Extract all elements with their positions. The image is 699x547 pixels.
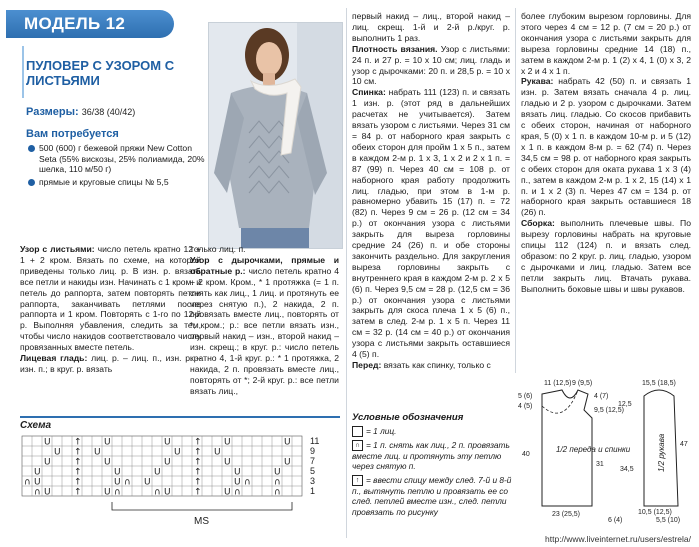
- chart-symbol: ∩: [274, 477, 281, 488]
- section-heading: Спинка:: [352, 87, 386, 98]
- decrease-symbol-icon: ∩: [352, 440, 363, 451]
- chart-symbol: ↑: [194, 437, 202, 448]
- legend-item: ∩ = 1 п. снять как лиц., 2 п. провязать вместе лиц. и протянуть эту петлю через снятую п.: [352, 440, 510, 472]
- dimension-label: 10,5 (12,5): [638, 509, 672, 516]
- chart-symbol: ↑: [74, 477, 82, 488]
- dimension-label: 6 (4): [608, 517, 623, 524]
- chart-symbol: U: [164, 457, 171, 468]
- chart-symbol: ∩: [244, 477, 251, 488]
- legend-item: ↑ = ввести спицу между след. 7-й и 8-й п., вытянуть петлю и провязать ее со след. петлей вместе изн., след. петли провязать по рисунку: [352, 474, 512, 517]
- chart-symbol: U: [44, 437, 51, 448]
- stitch-description: лиц. р. – лиц. п., изн. р. – изн. п.; в круг. р. вязать: [20, 353, 201, 374]
- chart-symbol: U: [94, 447, 101, 458]
- section-heading: Перед:: [352, 360, 382, 370]
- column-1-text: [20, 244, 201, 375]
- chart-symbol: U: [224, 437, 231, 448]
- chart-symbol: U: [34, 477, 41, 488]
- materials-item: 500 (600) г бежевой пряжи New Cotton Seta (55% вискозы, 25% полиамида, 20% шелка, 110 м/50 г): [28, 143, 206, 175]
- legend-title: Условные обозначения: [352, 412, 464, 423]
- column-4-text: [521, 11, 691, 295]
- pull-up-symbol-icon: ↑: [352, 475, 363, 486]
- column-3-text: [352, 11, 510, 371]
- chart-symbol: U: [104, 457, 111, 468]
- chart-symbol: ∩: [114, 487, 121, 498]
- row-number: 1: [310, 486, 316, 496]
- section-heading: Рукава:: [521, 76, 554, 87]
- chart-symbol: ↑: [74, 437, 82, 448]
- dimension-label: 4 (5): [518, 403, 533, 410]
- stitch-heading: Узор с листьями:: [20, 244, 95, 254]
- stitch-description: число петель кратно 4 + 2 кром. Кром., * 1 протяжка (= 1 п. снять как лиц., 1 лиц. и протянуть ее через снятую п.), 2 накида, 2 п. провязать вместе лиц., повторять от *, кром.; р.: все петли вязать изн., первый накид – изн., второй накид – изн. скрещ.; в круг. р.: число петель кратно 4, 1-й круг. р.: * 1 протяжка, 2 накида, 2 п. провязать вместе лиц., повторять от *; 2-й круг. р.: все петли вязать лиц.,: [190, 265, 340, 396]
- chart-symbol: U: [44, 487, 51, 498]
- materials-title: Вам потребуется: [26, 128, 119, 140]
- model-photo-illustration: [209, 23, 342, 248]
- row-number: 9: [310, 446, 316, 456]
- column-divider: [346, 8, 347, 538]
- paragraph: набрать 42 (50) п. и связать 1 изн. р. Затем вязать сначала 4 р. лиц. гладью и 2 р. узором с дырочками. Затем вязать лиц. гладью. Со скосов прибавить с обеих сторон, начиная от наборного края, 5 (0) х 1 п. в каждом 10-м р. и 5 (12) х 1 п. в каждом 8-м р. = 62 (74) п. Через 34,5 см = 98 р. от наборного края закрыть с обеих сторон для оката рукава 1 х 3 (4) п., затем в каждом 2-м р. 1 х 2, 15 (14) х 1 п. и 1 х 2 (3) п. Через 47 см = 134 р. от наборного края закрыть оставшиеся 18 (26) п.: [521, 76, 691, 218]
- chart-symbol: ↑: [194, 487, 202, 498]
- chart-symbol: ∩: [154, 487, 161, 498]
- chart-symbol: ↑: [194, 447, 202, 458]
- legend-item: = 1 лиц.: [352, 426, 512, 437]
- chart-symbol: ↑: [194, 457, 202, 468]
- paragraph: Узор с листьями: 24 п. и 27 р. = 10 х 10 см; лиц. гладь и узор с дырочками: 20 п. и 28,5 р. = 10 х 10 см.: [352, 43, 510, 87]
- chart-symbol: ↑: [74, 467, 82, 478]
- dimension-label: 23 (25,5): [552, 511, 581, 518]
- paragraph: набрать 111 (123) п. и связать 1 изн. р. (этот ряд в дальнейших расчетах не учитывается). Затем вязать узором с листьями. Через 31 см = 84 р. от наборного края закрыть с обеих сторон для пройм 1 х 5 п., затем в каждом 2-м р. 1 х 3, 1 х 2 и 2 х 1 п. = 87 (99) п. Через 40 см = 108 р. от наборного края работу продолжить лиц. гладью, при этом в 1-м р. равномерно убавить 15 (17) п. = 72 (82) п. Через 9 см = 26 р. (12 см = 34 р.) от окончания узора с листьями закрыть для выреза горловины средние 24 (26) п. и обе стороны закончить раздельно. Для закругления выреза горловины закрыть с внутреннего края в каждом 2-м р. 2 х 5 (6) п. Через 9,5 см = 28 р. (12,5 см = 36 р.) от окончания узора с листьями закрыть для скоса плеча 1 х 5 (6) п., затем в след. 2-м р. 1 х 5 п. Через 11 см = 32 р. (14 см = 40 р.) от окончания узора с листьями закрыть оставшиеся 4 (5) п.: [352, 87, 510, 360]
- stitch-description: число петель кратно 12 + 1 + 2 кром. Вязать по схеме, на которой приведены только лиц. р. В изн. р. вязать все петли и накиды изн. Начинать с 1 кром. и петель до раппорта, затем повторять петли раппорта, заканчивать петлями после раппорта и 1 кром. Повторять с 1-го по 12-й р. Выполняя убавления, следить за тем, чтобы число накидов соответствовало числу провязанных вместе петель.: [20, 244, 202, 353]
- chart-symbol: U: [174, 447, 181, 458]
- chart-symbol: U: [274, 467, 281, 478]
- model-title: МОДЕЛЬ 12: [24, 14, 126, 33]
- materials-item: прямые и круговые спицы № 5,5: [28, 177, 206, 188]
- body-piece-label: 1/2 переда и спинки: [556, 445, 631, 454]
- dimension-label: 11 (12,5): [544, 380, 572, 387]
- chart-symbol: ∩: [234, 487, 241, 498]
- dimension-label: 15,5 (18,5): [642, 380, 676, 387]
- chart-symbol: U: [214, 447, 221, 458]
- dimension-label: 4 (7): [594, 393, 609, 400]
- pattern-schematic: [514, 376, 694, 526]
- chart-symbol: U: [224, 457, 231, 468]
- stitch-heading: Лицевая гладь:: [20, 353, 88, 364]
- chart-symbol: ∩: [274, 487, 281, 498]
- knitting-chart: [20, 434, 340, 528]
- bullet-icon: [28, 145, 35, 152]
- knit-symbol-icon: [352, 426, 363, 437]
- chart-symbol: U: [224, 487, 231, 498]
- chart-symbol: ↑: [74, 457, 82, 468]
- chart-symbol: U: [34, 467, 41, 478]
- stitch-description: только лиц. п.: [190, 244, 246, 254]
- chart-symbol: ∩: [124, 477, 131, 488]
- sleeve-piece-label: 1/2 рукава: [657, 433, 666, 472]
- garment-title: ПУЛОВЕР С УЗОРОМ С ЛИСТЬЯМИ: [26, 58, 175, 88]
- model-photo: [208, 22, 343, 249]
- column-divider: [515, 8, 516, 373]
- chart-symbol: U: [104, 487, 111, 498]
- dimension-label: 34,5: [620, 466, 634, 473]
- sizes-value: 36/38 (40/42): [81, 107, 136, 117]
- chart-symbol: ↑: [74, 447, 82, 458]
- chart-symbol: U: [114, 467, 121, 478]
- dimension-label: 5,5 (10): [656, 517, 681, 524]
- scheme-rule: [20, 416, 340, 418]
- chart-symbol: ↑: [74, 487, 82, 498]
- paragraph: более глубоким вырезом горловины. Для этого через 4 см = 12 р. (7 см = 20 р.) от окончания узора с листьями закрыть для выреза горловины средние 14 (18) п., затем в каждом 2-м р. 1 (2) х 4, 1 (0) х 3, 2 х 2 и 4 х 1 п.: [521, 11, 691, 76]
- row-number: 11: [310, 436, 320, 446]
- chart-symbol: ∩: [24, 477, 31, 488]
- dimension-label: 31: [596, 461, 604, 468]
- chart-symbol: U: [114, 477, 121, 488]
- column-2-text: [190, 244, 339, 397]
- row-number: 5: [310, 466, 316, 476]
- chart-symbol: ∩: [34, 487, 41, 498]
- dimension-label: 5 (6): [518, 393, 533, 400]
- section-heading: Плотность вязания.: [352, 43, 438, 54]
- scheme-title: Схема: [20, 420, 52, 431]
- chart-symbol: U: [234, 467, 241, 478]
- row-number: 7: [310, 456, 316, 466]
- paragraph: вязать как спинку, только с: [381, 360, 491, 370]
- chart-symbol: U: [284, 457, 291, 468]
- dimension-label: 9,5 (12,5): [594, 407, 624, 414]
- legend: [352, 426, 512, 517]
- row-number: 3: [310, 476, 316, 486]
- repeat-label: MS: [194, 516, 209, 527]
- repeat-bracket: [112, 502, 292, 510]
- chart-symbol: U: [54, 447, 61, 458]
- dimension-label: 40: [522, 451, 530, 458]
- footer-url[interactable]: http://www.liveinternet.ru/users/estrela/: [545, 534, 691, 544]
- chart-symbol: U: [164, 437, 171, 448]
- chart-symbol: U: [154, 467, 161, 478]
- paragraph: выполнить плечевые швы. По вырезу горловины набрать на круговые спицы 112 (124) п. и вязать след. образом: по 2 круг. р. лиц. гладью, узором с дырочками и лиц. гладью. Затем все петли закрыть лиц. Втачать рукава. Выполнить боковые швы и швы рукавов.: [521, 218, 691, 294]
- materials-list: [28, 143, 206, 189]
- bullet-icon: [28, 179, 35, 186]
- chart-symbol: U: [234, 477, 241, 488]
- chart-symbol: ↑: [194, 477, 202, 488]
- chart-symbol: U: [144, 477, 151, 488]
- section-heading: Сборка:: [521, 218, 555, 229]
- stitch-heading: Узор с дырочками, прямые и обратные р.:: [190, 254, 339, 276]
- dimension-label: 47: [680, 441, 688, 448]
- chart-symbol: U: [104, 437, 111, 448]
- chart-symbol: U: [284, 437, 291, 448]
- chart-symbol: ↑: [194, 467, 202, 478]
- dimension-label: 9 (9,5): [572, 380, 593, 387]
- chart-symbol: U: [44, 457, 51, 468]
- front-neckline: [542, 390, 578, 413]
- dimension-label: 12,5: [618, 401, 632, 408]
- sizes: [26, 106, 135, 118]
- paragraph: первый накид – лиц., второй накид – лиц. скрещ. 1-й и 2-й р./круг. р. выполнить 1 раз.: [352, 11, 510, 43]
- sizes-label: Размеры:: [26, 106, 79, 118]
- chart-symbol: U: [164, 487, 171, 498]
